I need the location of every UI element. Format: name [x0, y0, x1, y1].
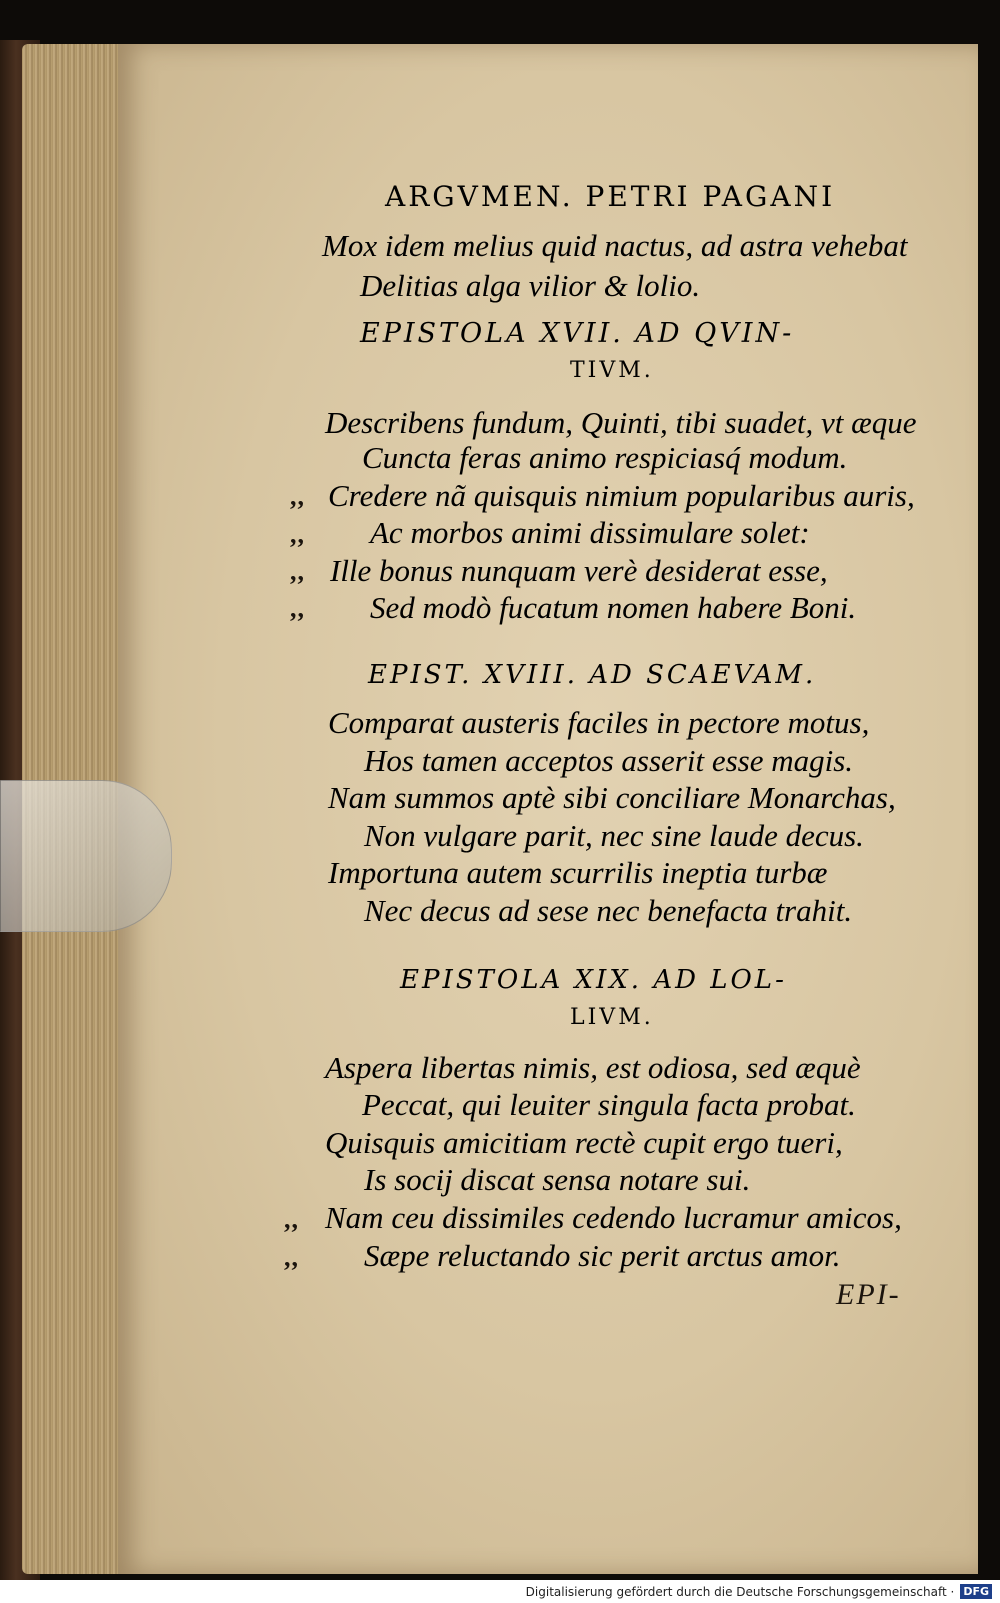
epistola-17-line-6: Sed modò fucatum nomen habere Boni.	[370, 590, 857, 625]
epistola-19-line-4: Is socij discat sensa notare sui.	[364, 1162, 751, 1197]
intro-line-1: Mox idem melius quid nactus, ad astra vehebat	[322, 228, 908, 263]
catchword: EPI-	[836, 1278, 901, 1311]
epistola-18-line-3: Nam summos aptè sibi conciliare Monarchas,	[328, 780, 896, 815]
epistola-18-line-5: Importuna autem scurrilis ineptia turbæ	[328, 855, 828, 890]
epistola-17-line-1: Describens fundum, Quinti, tibi suadet, vt æque	[325, 405, 917, 440]
epistola-19-line-3: Quisquis amicitiam rectè cupit ergo tueri,	[325, 1125, 843, 1160]
epistola-19-heading: EPISTOLA XIX. AD LOL-	[400, 965, 787, 995]
intro-line-2: Delitias alga vilior & lolio.	[360, 268, 701, 303]
quote-mark: ,,	[290, 594, 305, 623]
epistola-17-heading: EPISTOLA XVII. AD QVIN-	[360, 318, 795, 349]
quote-mark: ,,	[290, 557, 305, 586]
epistola-18-heading: EPIST. XVIII. AD SCAEVAM.	[368, 660, 817, 690]
quote-mark: ,,	[290, 520, 305, 549]
epistola-17-line-5: Ille bonus nunquam verè desiderat esse,	[330, 553, 828, 588]
epistola-19-line-2: Peccat, qui leuiter singula facta probat.	[362, 1087, 856, 1122]
epistola-18-line-4: Non vulgare parit, nec sine laude decus.	[364, 818, 864, 853]
epistola-18-line-6: Nec decus ad sese nec benefacta trahit.	[364, 893, 853, 928]
epistola-17-line-2: Cuncta feras animo respiciasq́ modum.	[362, 440, 848, 475]
quote-mark: ,,	[284, 1243, 299, 1272]
epistola-19-line-5: Nam ceu dissimiles cedendo lucramur amicos,	[325, 1200, 902, 1235]
epistola-17-line-4: Ac morbos animi dissimulare solet:	[370, 515, 810, 550]
epistola-19-heading-cont: LIVM.	[570, 1005, 654, 1030]
dfg-logo: DFG	[960, 1584, 992, 1599]
running-head: ARGVMEN. PETRI PAGANI	[385, 180, 836, 213]
digitization-footer	[0, 1580, 1000, 1603]
epistola-19-line-6: Sæpe reluctando sic perit arctus amor.	[364, 1238, 841, 1273]
epistola-18-line-2: Hos tamen acceptos asserit esse magis.	[364, 743, 854, 778]
epistola-19-line-1: Aspera libertas nimis, est odiosa, sed æquè	[325, 1050, 861, 1085]
quote-mark: ,,	[290, 482, 305, 511]
epistola-17-heading-cont: TIVM.	[570, 358, 654, 383]
footer-text: Digitalisierung gefördert durch die Deutsche Forschungsgemeinschaft ·	[525, 1584, 955, 1599]
glass-page-holder	[0, 780, 172, 932]
epistola-17-line-3: Credere nã quisquis nimium popularibus auris,	[328, 478, 915, 513]
epistola-18-line-1: Comparat austeris faciles in pectore motus,	[328, 705, 870, 740]
quote-mark: ,,	[284, 1205, 299, 1234]
